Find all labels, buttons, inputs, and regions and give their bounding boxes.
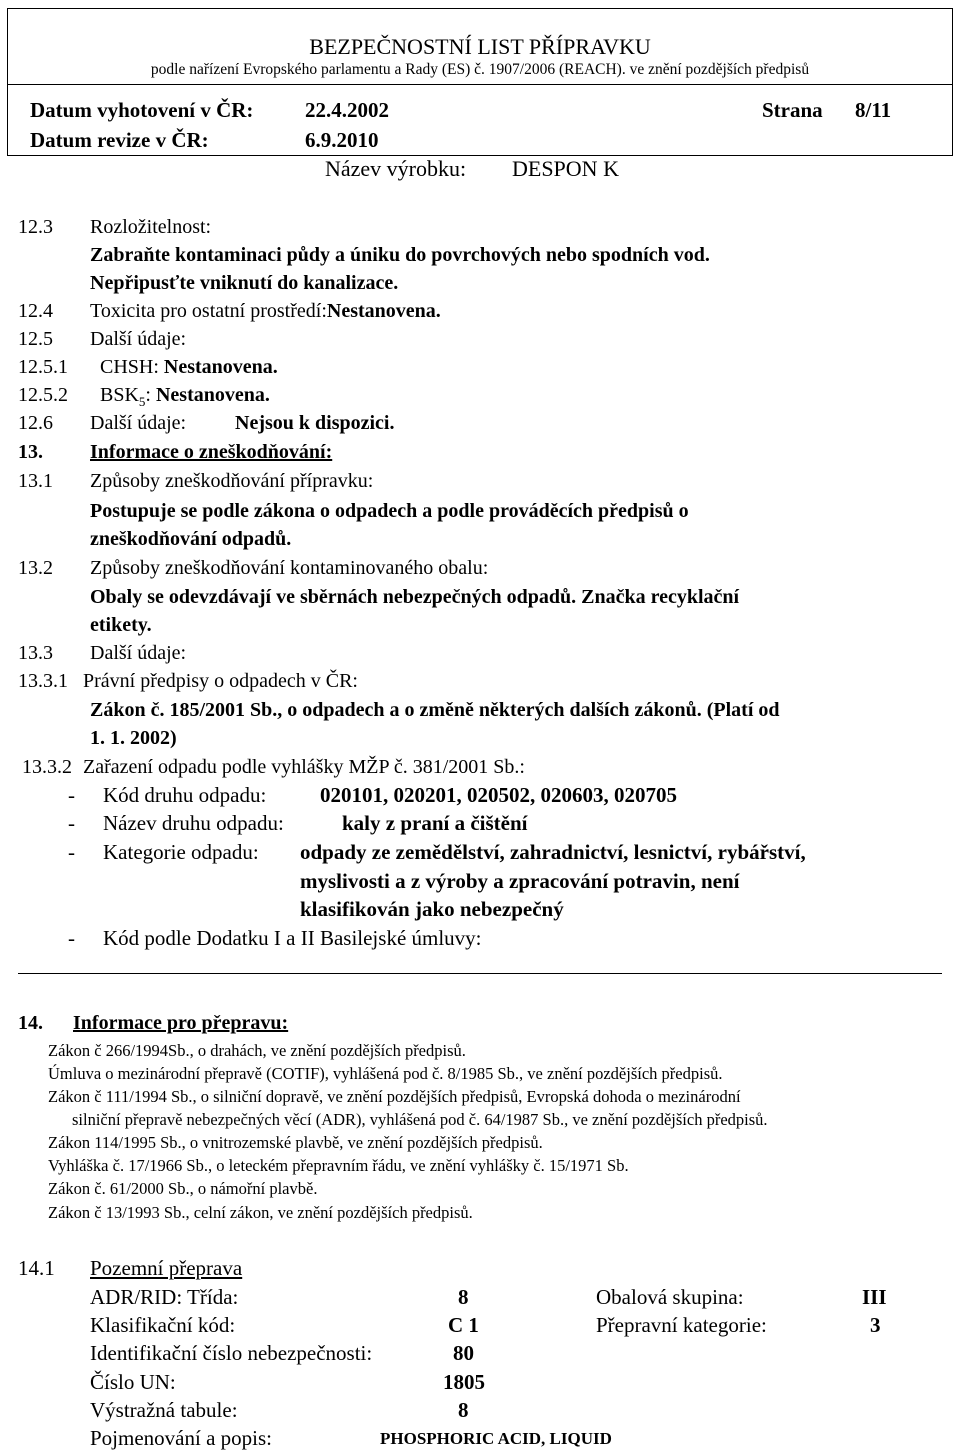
section-number: 12.5.1 xyxy=(18,356,68,378)
section-label: Další údaje: xyxy=(90,412,187,434)
date-revised-value: 6.9.2010 xyxy=(305,128,379,152)
section-number: 12.5 xyxy=(18,328,53,350)
transport-label: ADR/RID: Třída: xyxy=(90,1285,239,1309)
section-number: 12.6 xyxy=(18,412,53,434)
section-number: 14. xyxy=(18,1012,43,1034)
section-number: 13.1 xyxy=(18,470,53,492)
transport-label: Pojmenování a popis: xyxy=(90,1426,272,1450)
section-label xyxy=(100,356,278,379)
transport-label: Obalová skupina: xyxy=(596,1285,744,1309)
section-number: 13.3.2 xyxy=(22,756,72,778)
header-divider xyxy=(7,84,953,85)
transport-label: Identifikační číslo nebezpečnosti: xyxy=(90,1341,373,1365)
transport-label: Číslo UN: xyxy=(90,1370,176,1394)
legal-reference: Zákon 114/1995 Sb., o vnitrozemské plavbě, ve znění pozdějších předpisů. xyxy=(48,1133,543,1152)
section-label: Zařazení odpadu podle vyhlášky MŽP č. 381/2001 Sb.: xyxy=(83,756,525,778)
page-number: 8/11 xyxy=(855,98,892,122)
legal-reference: Zákon č 266/1994Sb., o drahách, ve znění pozdějších předpisů. xyxy=(48,1041,466,1060)
section-text: zneškodňování odpadů. xyxy=(90,528,292,550)
section-label xyxy=(90,300,441,323)
section-label: Rozložitelnost: xyxy=(90,216,212,238)
section-label-text: CHSH: xyxy=(100,356,159,378)
section-heading: Informace o zneškodňování: xyxy=(90,441,333,463)
section-value: Nestanovena. xyxy=(155,384,270,406)
transport-value: 80 xyxy=(453,1341,474,1365)
list-dash: - xyxy=(68,783,75,807)
list-dash: - xyxy=(68,840,75,864)
section-text: 1. 1. 2002) xyxy=(90,727,177,749)
list-item-label: Kód druhu odpadu: xyxy=(103,783,267,807)
section-label: Způsoby zneškodňování kontaminovaného obalu: xyxy=(90,557,489,579)
transport-value: 8 xyxy=(458,1285,469,1309)
colon: : xyxy=(145,384,151,406)
product-name: DESPON K xyxy=(512,156,619,181)
transport-label: Klasifikační kód: xyxy=(90,1313,236,1337)
section-number: 13.2 xyxy=(18,557,53,579)
list-dash: - xyxy=(68,926,75,950)
legal-reference: Úmluva o mezinárodní přepravě (COTIF), vyhlášená pod č. 8/1985 Sb., ve znění pozdějších předpisů. xyxy=(48,1064,723,1083)
legal-reference: Zákon č 13/1993 Sb., celní zákon, ve znění pozdějších předpisů. xyxy=(48,1203,473,1222)
document-subtitle: podle nařízení Evropského parlamentu a Rady (ES) č. 1907/2006 (REACH). ve znění pozdějších předpisů xyxy=(150,61,810,78)
list-item-label: Název druhu odpadu: xyxy=(103,811,284,835)
list-item-value: 020101, 020201, 020502, 020603, 020705 xyxy=(320,783,677,807)
transport-label: Výstražná tabule: xyxy=(90,1398,238,1422)
transport-value: 1805 xyxy=(443,1370,485,1394)
section-value: Nejsou k dispozici. xyxy=(235,412,395,434)
transport-value: 8 xyxy=(458,1398,469,1422)
transport-value: 3 xyxy=(870,1313,881,1337)
section-number: 12.4 xyxy=(18,300,53,322)
section-label: Způsoby zneškodňování přípravku: xyxy=(90,470,374,492)
section-number: 12.5.2 xyxy=(18,384,68,406)
section-text: Obaly se odevzdávají ve sběrnách nebezpečných odpadů. Značka recyklační xyxy=(90,586,740,608)
date-revised-label: Datum revize v ČR: xyxy=(30,128,209,152)
section-number: 13.3.1 xyxy=(18,670,68,692)
section-label: Další údaje: xyxy=(90,642,187,664)
list-item-value: klasifikován jako nebezpečný xyxy=(300,897,564,921)
transport-value: III xyxy=(862,1285,887,1309)
list-item-value: odpady ze zemědělství, zahradnictví, lesnictví, rybářství, xyxy=(300,840,806,864)
list-dash: - xyxy=(68,811,75,835)
legal-reference: Vyhláška č. 17/1966 Sb., o leteckém přepravním řádu, ve znění vyhlášky č. 15/1971 Sb. xyxy=(48,1156,629,1175)
list-item-label: Kód podle Dodatku I a II Basilejské úmluvy: xyxy=(103,926,482,950)
product-label: Název výrobku: xyxy=(325,156,467,181)
section-heading: Pozemní přeprava xyxy=(90,1256,243,1280)
section-number: 14.1 xyxy=(18,1256,55,1280)
section-label-text: Toxicita pro ostatní prostředí: xyxy=(90,300,327,322)
subscript: 5 xyxy=(138,394,146,409)
section-text: Nepřipusťte vniknutí do kanalizace. xyxy=(90,272,399,294)
legal-reference: Zákon č. 61/2000 Sb., o námořní plavbě. xyxy=(48,1179,318,1198)
transport-value: C 1 xyxy=(448,1313,479,1337)
section-number: 13. xyxy=(18,441,43,463)
section-text: Zabraňte kontaminaci půdy a úniku do povrchových nebo spodních vod. xyxy=(90,244,710,266)
page-label: Strana xyxy=(762,98,823,122)
section-value: Nestanovena. xyxy=(326,300,441,322)
section-text: etikety. xyxy=(90,614,152,636)
section-divider xyxy=(18,973,942,974)
list-item-label: Kategorie odpadu: xyxy=(103,840,259,864)
list-item-value: myslivosti a z výroby a zpracování potravin, není xyxy=(300,869,740,893)
section-label-text: BSK xyxy=(100,384,139,406)
section-number: 12.3 xyxy=(18,216,53,238)
section-label: Další údaje: xyxy=(90,328,187,350)
list-item-value: kaly z praní a čištění xyxy=(342,811,528,835)
section-number: 13.3 xyxy=(18,642,53,664)
transport-value: PHOSPHORIC ACID, LIQUID xyxy=(380,1429,612,1448)
section-value: Nestanovena. xyxy=(163,356,278,378)
legal-reference: silniční přepravě nebezpečných věcí (ADR), vyhlášená pod č. 64/1987 Sb., ve znění pozdějších předpisů. xyxy=(72,1110,768,1129)
section-label: Právní předpisy o odpadech v ČR: xyxy=(83,670,358,692)
section-label xyxy=(100,384,270,410)
transport-label: Přepravní kategorie: xyxy=(596,1313,767,1337)
document-title: BEZPEČNOSTNÍ LIST PŘÍPRAVKU xyxy=(309,34,651,59)
section-text: Zákon č. 185/2001 Sb., o odpadech a o změně některých dalších zákonů. (Platí od xyxy=(90,699,780,721)
date-created-value: 22.4.2002 xyxy=(305,98,389,122)
section-text: Postupuje se podle zákona o odpadech a podle prováděcích předpisů o xyxy=(90,500,689,522)
section-heading: Informace pro přepravu: xyxy=(73,1012,289,1034)
date-created-label: Datum vyhotovení v ČR: xyxy=(30,98,254,122)
legal-reference: Zákon č 111/1994 Sb., o silniční dopravě, ve znění pozdějších předpisů, Evropská dohoda o mezinárodní xyxy=(48,1087,741,1106)
